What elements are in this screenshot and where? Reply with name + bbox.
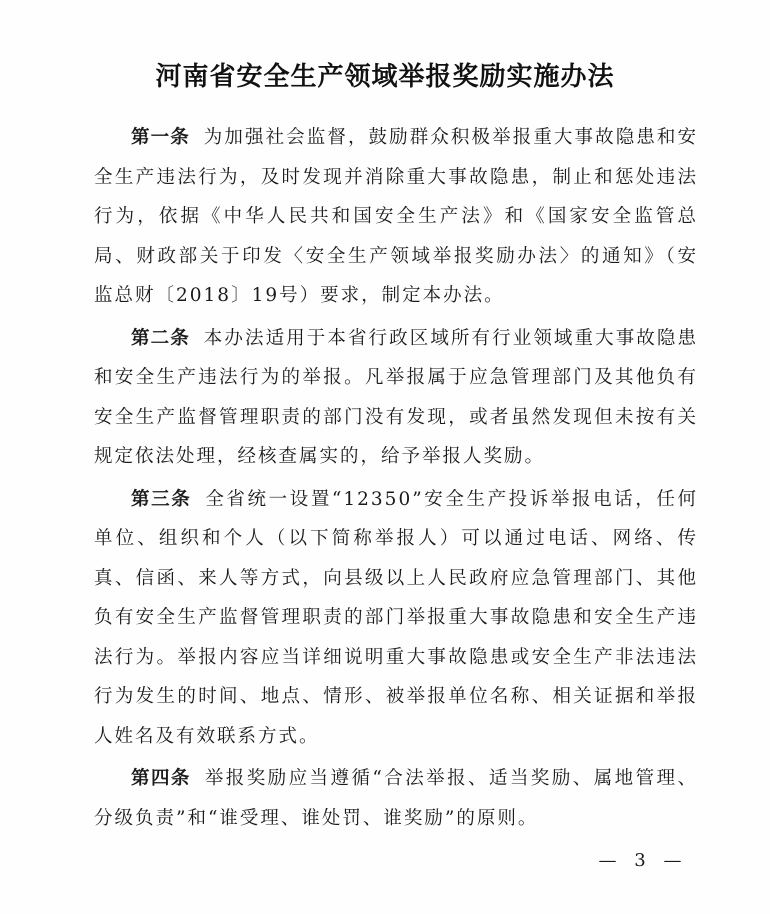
article-3 — [94, 480, 698, 757]
article-4-text: 举报奖励应当遵循“合法举报、适当奖励、属地管理、分级负责”和“谁受理、谁处罚、谁奖励”的原则。 — [94, 768, 698, 829]
article-1 — [94, 118, 698, 316]
article-3-text: 全省统一设置“12350”安全生产投诉举报电话，任何单位、组织和个人（以下简称举报人）可以通过电话、网络、传真、信函、来人等方式，向县级以上人民政府应急管理部门、其他负有安全生产监督管理职责的部门举报重大事故隐患和安全生产违法行为。举报内容应当详细说明重大事故隐患或安全生产非法违法行为发生的时间、地点、情形、被举报单位名称、相关证据和举报人姓名及有效联系方式。 — [94, 488, 698, 747]
article-1-text: 为加强社会监督，鼓励群众积极举报重大事故隐患和安全生产违法行为，及时发现并消除重大事故隐患，制止和惩处违法行为，依据《中华人民共和国安全生产法》和《国家安全监管总局、财政部关于印发〈安全生产领域举报奖励办法〉的通知》（安监总财〔2018〕19号）要求，制定本办法。 — [94, 127, 698, 306]
article-3-label: 第三条 — [131, 488, 192, 510]
article-1-label: 第一条 — [131, 127, 190, 148]
article-4 — [94, 759, 698, 838]
article-2-text: 本办法适用于本省行政区域所有行业领域重大事故隐患和安全生产违法行为的举报。凡举报属于应急管理部门及其他负有安全生产监督管理职责的部门没有发现，或者虽然发现但未按有关规定依法处理，经核查属实的，给予举报人奖励。 — [94, 327, 698, 467]
page-number: — 3 — — [598, 850, 688, 871]
article-4-label: 第四条 — [131, 768, 191, 789]
article-2 — [94, 319, 698, 477]
document-body — [94, 118, 698, 841]
article-2-label: 第二条 — [131, 327, 190, 349]
document-title: 河南省安全生产领域举报奖励实施办法 — [155, 62, 615, 92]
